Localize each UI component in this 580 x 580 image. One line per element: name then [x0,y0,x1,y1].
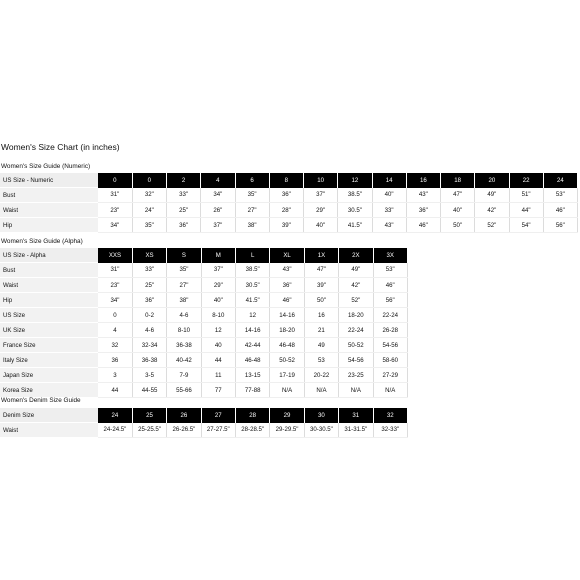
measurement-cell: 28" [269,203,303,218]
measurement-cell: 42" [339,278,373,293]
measurement-cell: 41.5" [338,218,372,233]
measurement-cell: 54-56 [373,338,408,353]
measurement-cell: 17-19 [270,368,304,383]
size-header-cell: XL [270,248,304,263]
alpha-size-table [0,248,408,398]
measurement-cell: 12 [201,323,235,338]
size-header-cell: 20 [475,173,509,188]
measurement-cell: 23" [98,203,132,218]
size-header-cell: 24 [543,173,577,188]
table-row [0,308,408,323]
measurement-cell: 8-10 [201,308,235,323]
measurement-cell: 77-88 [236,383,270,398]
measurement-cell: 39" [269,218,303,233]
measurement-cell: 49" [339,263,373,278]
measurement-cell: 34" [201,188,235,203]
measurement-cell: 4-6 [132,323,166,338]
size-header-cell: 28 [236,408,270,423]
measurement-cell: 56" [373,293,408,308]
measurement-cell: 25" [132,278,166,293]
measurement-cell: 54-56 [339,353,373,368]
measurement-cell: 35" [132,218,166,233]
numeric-guide-title: Women's Size Guide (Numeric) [1,163,91,170]
measurement-cell: 20-22 [304,368,338,383]
measurement-cell: 58-60 [373,353,408,368]
size-header-cell: XS [132,248,166,263]
measurement-cell: 29" [201,278,235,293]
table-row [0,188,578,203]
measurement-cell: 32-34 [132,338,166,353]
table-row [0,203,578,218]
size-header-cell: 27 [201,408,235,423]
denim-size-table [0,408,408,438]
measurement-cell: 46" [543,203,577,218]
measurement-cell: 30.5" [236,278,270,293]
measurement-cell: 25-25.5" [132,423,166,438]
measurement-cell: 0 [98,308,132,323]
measurement-cell: 53" [373,263,408,278]
measurement-cell: N/A [304,383,338,398]
measurement-cell: 42" [475,203,509,218]
table-row [0,338,408,353]
size-header-cell: 3X [373,248,408,263]
measurement-cell: 36" [270,278,304,293]
alpha-guide-title: Women's Size Guide (Alpha) [1,238,83,245]
measurement-cell: 39" [304,278,338,293]
measurement-cell: 54" [509,218,543,233]
measurement-cell: 40" [304,218,338,233]
measurement-cell: 26-28 [373,323,408,338]
measurement-cell: 47" [441,188,475,203]
size-header-cell: 30 [304,408,338,423]
measurement-cell: 43" [372,218,406,233]
size-header-cell: 0 [98,173,132,188]
measurement-cell: 36 [98,353,132,368]
measurement-cell: 40" [372,188,406,203]
size-header-cell: 26 [167,408,201,423]
denim-guide-title: Women's Denim Size Guide [1,397,81,404]
size-header-cell: M [201,248,235,263]
measurement-cell: 21 [304,323,338,338]
measurement-cell: 50-52 [339,338,373,353]
measurement-cell: 24" [132,203,166,218]
row-label: Bust [0,188,98,203]
measurement-cell: 13-15 [236,368,270,383]
row-label: Hip [0,293,98,308]
size-header-cell: 18 [441,173,475,188]
measurement-cell: 32" [132,188,166,203]
size-header-cell: 22 [509,173,543,188]
measurement-cell: 53" [543,188,577,203]
measurement-cell: 27-27.5" [201,423,235,438]
measurement-cell: 52" [475,218,509,233]
size-header-cell: 8 [269,173,303,188]
numeric-header-row [0,173,578,188]
size-header-cell: 6 [235,173,269,188]
measurement-cell: 46" [406,218,440,233]
measurement-cell: 50" [441,218,475,233]
denim-header-row [0,408,408,423]
measurement-cell: 25" [167,203,201,218]
table-row [0,423,408,438]
measurement-cell: 46" [270,293,304,308]
measurement-cell: 12 [236,308,270,323]
size-header-cell: 12 [338,173,372,188]
measurement-cell: 22-24 [339,323,373,338]
measurement-cell: 31" [98,188,132,203]
size-header-cell: 32 [373,408,408,423]
table-row [0,383,408,398]
row-label: Korea Size [0,383,98,398]
table-row [0,218,578,233]
measurement-cell: 3-5 [132,368,166,383]
measurement-cell: 31-31.5" [339,423,373,438]
measurement-cell: 18-20 [339,308,373,323]
measurement-cell: 18-20 [270,323,304,338]
measurement-cell: 3 [98,368,132,383]
measurement-cell: 35" [167,263,201,278]
measurement-cell: 49 [304,338,338,353]
measurement-cell: 42-44 [236,338,270,353]
table-row [0,368,408,383]
size-header-cell: 31 [339,408,373,423]
row-label: Italy Size [0,353,98,368]
measurement-cell: 41.5" [236,293,270,308]
size-header-cell: L [236,248,270,263]
measurement-cell: 51" [509,188,543,203]
size-header-cell: 16 [406,173,440,188]
measurement-cell: 40" [201,293,235,308]
measurement-cell: 36" [269,188,303,203]
measurement-cell: 26" [201,203,235,218]
measurement-cell: 40-42 [167,353,201,368]
row-label: US Size [0,308,98,323]
measurement-cell: 38.5" [338,188,372,203]
measurement-cell: 32 [98,338,132,353]
row-label: Japan Size [0,368,98,383]
measurement-cell: 8-10 [167,323,201,338]
measurement-cell: 4-6 [167,308,201,323]
measurement-cell: 56" [543,218,577,233]
column-header-label: Denim Size [0,408,98,423]
measurement-cell: 44" [509,203,543,218]
measurement-cell: 53 [304,353,338,368]
measurement-cell: 46-48 [236,353,270,368]
measurement-cell: 34" [98,218,132,233]
measurement-cell: 31" [98,263,132,278]
measurement-cell: 7-9 [167,368,201,383]
measurement-cell: 36-38 [132,353,166,368]
table-row [0,293,408,308]
measurement-cell: 44 [98,383,132,398]
measurement-cell: 30-30.5" [304,423,338,438]
measurement-cell: 36" [132,293,166,308]
table-row [0,263,408,278]
row-label: France Size [0,338,98,353]
measurement-cell: 37" [201,263,235,278]
measurement-cell: 27" [167,278,201,293]
measurement-cell: 35" [235,188,269,203]
row-label: Waist [0,423,98,438]
size-header-cell: 1X [304,248,338,263]
measurement-cell: 36-38 [167,338,201,353]
measurement-cell: 14-16 [270,308,304,323]
measurement-cell: 38" [235,218,269,233]
measurement-cell: 29-29.5" [270,423,304,438]
measurement-cell: 23-25 [339,368,373,383]
measurement-cell: 50-52 [270,353,304,368]
measurement-cell: 26-26.5" [167,423,201,438]
measurement-cell: 50" [304,293,338,308]
measurement-cell: 32-33" [373,423,408,438]
measurement-cell: 38.5" [236,263,270,278]
size-header-cell: 29 [270,408,304,423]
row-label: Waist [0,278,98,293]
column-header-label: US Size - Alpha [0,248,98,263]
measurement-cell: 37" [201,218,235,233]
measurement-cell: 33" [132,263,166,278]
size-header-cell: S [167,248,201,263]
row-label: UK Size [0,323,98,338]
measurement-cell: 40" [441,203,475,218]
size-header-cell: 10 [304,173,338,188]
measurement-cell: 30.5" [338,203,372,218]
measurement-cell: 23" [98,278,132,293]
numeric-size-table [0,173,578,233]
size-header-cell: 24 [98,408,132,423]
measurement-cell: 29" [304,203,338,218]
measurement-cell: 44-55 [132,383,166,398]
measurement-cell: 52" [339,293,373,308]
measurement-cell: 38" [167,293,201,308]
measurement-cell: 33" [167,188,201,203]
measurement-cell: 22-24 [373,308,408,323]
measurement-cell: 36" [167,218,201,233]
column-header-label: US Size - Numeric [0,173,98,188]
measurement-cell: 24-24.5" [98,423,132,438]
measurement-cell: 46-48 [270,338,304,353]
measurement-cell: 11 [201,368,235,383]
measurement-cell: N/A [339,383,373,398]
size-header-cell: 2X [339,248,373,263]
alpha-header-row [0,248,408,263]
measurement-cell: 4 [98,323,132,338]
size-header-cell: 4 [201,173,235,188]
measurement-cell: 55-66 [167,383,201,398]
measurement-cell: 27" [235,203,269,218]
measurement-cell: 40 [201,338,235,353]
measurement-cell: 37" [304,188,338,203]
row-label: Hip [0,218,98,233]
size-header-cell: 0 [132,173,166,188]
measurement-cell: 43" [270,263,304,278]
measurement-cell: 44 [201,353,235,368]
measurement-cell: 28-28.5" [236,423,270,438]
measurement-cell: N/A [373,383,408,398]
measurement-cell: 36" [406,203,440,218]
size-header-cell: XXS [98,248,132,263]
size-header-cell: 2 [167,173,201,188]
measurement-cell: 46" [373,278,408,293]
size-header-cell: 14 [372,173,406,188]
table-row [0,353,408,368]
measurement-cell: 27-29 [373,368,408,383]
table-row [0,323,408,338]
size-header-cell: 25 [132,408,166,423]
measurement-cell: 34" [98,293,132,308]
measurement-cell: 33" [372,203,406,218]
measurement-cell: 14-16 [236,323,270,338]
page-title: Women's Size Chart (in inches) [1,142,120,152]
measurement-cell: 77 [201,383,235,398]
measurement-cell: 16 [304,308,338,323]
row-label: Bust [0,263,98,278]
row-label: Waist [0,203,98,218]
table-row [0,278,408,293]
measurement-cell: 47" [304,263,338,278]
measurement-cell: 43" [406,188,440,203]
measurement-cell: 0-2 [132,308,166,323]
measurement-cell: 49" [475,188,509,203]
measurement-cell: N/A [270,383,304,398]
